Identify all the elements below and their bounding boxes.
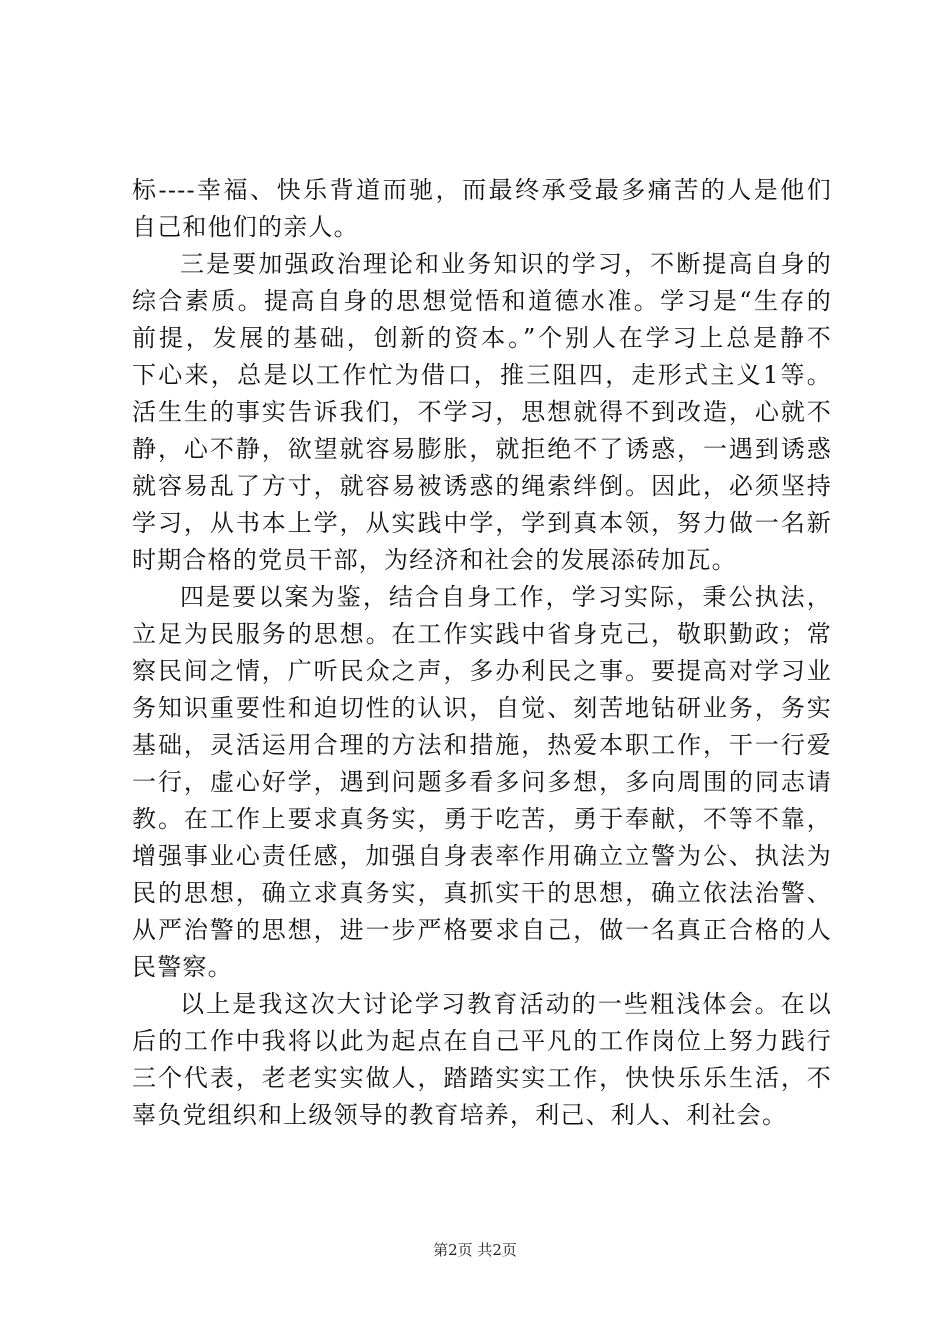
text-line: 活生生的事实告诉我们，不学习，思想就得不到改造，心就不 xyxy=(132,398,832,426)
text-line: 一行，虚心好学，遇到问题多看多问多想，多向周围的同志请 xyxy=(132,768,832,796)
page-number-footer: 第2页 共2页 xyxy=(433,1241,517,1259)
text-line: 就容易乱了方寸，就容易被诱惑的绳索绊倒。因此，必须坚持 xyxy=(132,472,832,500)
text-line: 前提，发展的基础，创新的资本。”个别人在学习上总是静不 xyxy=(132,324,832,352)
text-line: 教。在工作上要求真务实，勇于吃苦，勇于奉献，不等不靠， xyxy=(132,805,832,833)
paragraph-start-line: 四是要以案为鉴，结合自身工作，学习实际，秉公执法， xyxy=(180,583,832,611)
text-line: 后的工作中我将以此为起点在自己平凡的工作岗位上努力践行 xyxy=(132,1027,832,1055)
text-line: 标----幸福、快乐背道而驰，而最终承受最多痛苦的人是他们 xyxy=(132,176,832,204)
text-line: 三个代表，老老实实做人，踏踏实实工作，快快乐乐生活，不 xyxy=(132,1064,832,1092)
text-line: 基础，灵活运用合理的方法和措施，热爱本职工作，干一行爱 xyxy=(132,731,832,759)
text-line: 静，心不静，欲望就容易膨胀，就拒绝不了诱惑，一遇到诱惑 xyxy=(132,435,832,463)
paragraph-start-line: 以上是我这次大讨论学习教育活动的一些粗浅体会。在以 xyxy=(180,990,832,1018)
text-line: 下心来，总是以工作忙为借口，推三阻四，走形式主义1等。 xyxy=(132,361,832,389)
text-line: 从严治警的思想，进一步严格要求自己，做一名真正合格的人 xyxy=(132,916,832,944)
text-line: 自己和他们的亲人。 xyxy=(132,213,359,241)
text-line: 立足为民服务的思想。在工作实践中省身克己，敬职勤政；常 xyxy=(132,620,832,648)
text-line: 学习，从书本上学，从实践中学，学到真本领，努力做一名新 xyxy=(132,509,832,537)
text-line: 民的思想，确立求真务实，真抓实干的思想，确立依法治警、 xyxy=(132,879,832,907)
text-line: 增强事业心责任感，加强自身表率作用确立立警为公、执法为 xyxy=(132,842,832,870)
text-line: 务知识重要性和迫切性的认识，自觉、刻苦地钻研业务，务实 xyxy=(132,694,832,722)
document-body xyxy=(132,172,832,1134)
text-line: 综合素质。提高自身的思想觉悟和道德水准。学习是“生存的 xyxy=(132,287,832,315)
text-line: 察民间之情，广听民众之声，多办利民之事。要提高对学习业 xyxy=(132,657,832,685)
text-line: 民警察。 xyxy=(132,953,233,981)
text-line: 时期合格的党员干部，为经济和社会的发展添砖加瓦。 xyxy=(132,546,737,574)
text-line: 辜负党组织和上级领导的教育培养，利己、利人、利社会。 xyxy=(132,1101,788,1129)
paragraph-start-line: 三是要加强政治理论和业务知识的学习，不断提高自身的 xyxy=(180,250,832,278)
